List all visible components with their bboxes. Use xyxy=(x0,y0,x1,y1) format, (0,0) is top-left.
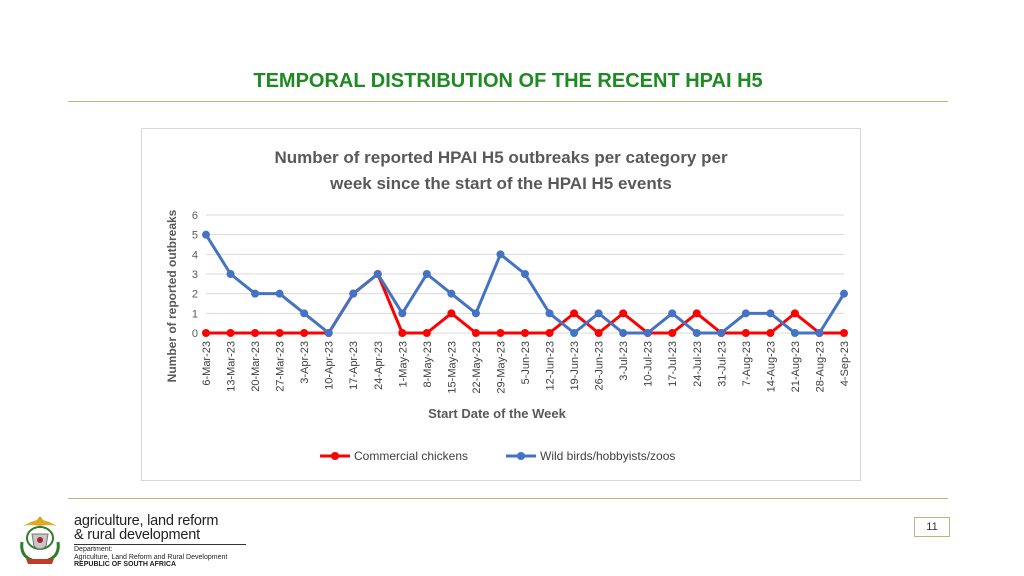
dept-label: Department: xyxy=(74,546,113,553)
x-tick-label: 1-May-23 xyxy=(397,341,410,388)
x-tick-label: 17-Apr-23 xyxy=(348,341,361,390)
series-line xyxy=(206,274,844,333)
data-point xyxy=(423,329,431,337)
data-point xyxy=(472,309,480,317)
data-point xyxy=(619,329,627,337)
data-point xyxy=(644,329,652,337)
legend xyxy=(320,449,675,463)
data-point xyxy=(546,329,554,337)
y-tick-label: 3 xyxy=(191,269,198,281)
x-tick-label: 7-Aug-23 xyxy=(740,341,753,387)
data-point xyxy=(766,309,774,317)
data-point xyxy=(742,309,750,317)
data-point xyxy=(349,290,357,298)
data-point xyxy=(619,309,627,317)
data-point xyxy=(791,329,799,337)
data-point xyxy=(202,231,210,239)
data-point xyxy=(693,309,701,317)
data-point xyxy=(668,309,676,317)
y-axis-ticks xyxy=(192,210,198,340)
chart-title-line1: Number of reported HPAI H5 outbreaks per category per xyxy=(274,148,728,167)
x-tick-label: 8-May-23 xyxy=(421,341,434,388)
data-point xyxy=(717,329,725,337)
data-point xyxy=(840,290,848,298)
data-point xyxy=(840,329,848,337)
outbreaks-line-chart xyxy=(142,129,860,480)
data-point xyxy=(398,329,406,337)
x-tick-label: 4-Sep-23 xyxy=(839,341,851,387)
series-2 xyxy=(202,231,848,337)
dept-rule xyxy=(74,544,246,545)
x-tick-label: 24-Apr-23 xyxy=(372,341,385,390)
data-point xyxy=(496,250,504,258)
y-tick-label: 2 xyxy=(191,288,198,301)
data-point xyxy=(300,309,308,317)
x-tick-label: 13-Mar-23 xyxy=(225,341,238,392)
data-point xyxy=(521,329,529,337)
x-tick-label: 5-Jun-23 xyxy=(520,341,532,385)
data-point xyxy=(595,309,603,317)
data-point xyxy=(791,309,799,317)
y-axis-label: Number of reported outbreaks xyxy=(165,209,179,383)
data-point xyxy=(521,270,529,278)
x-tick-label: 31-Jul-23 xyxy=(716,341,729,387)
legend-swatch-marker xyxy=(517,452,525,460)
coat-of-arms-icon xyxy=(14,512,66,568)
data-point xyxy=(815,329,823,337)
x-tick-label: 24-Jul-23 xyxy=(691,341,704,387)
chart-frame xyxy=(141,128,861,481)
x-tick-label: 15-May-23 xyxy=(446,341,459,394)
legend-label: Commercial chickens xyxy=(354,449,469,463)
x-tick-label: 19-Jun-23 xyxy=(569,341,582,391)
x-tick-label: 17-Jul-23 xyxy=(667,341,680,387)
series-line xyxy=(206,235,844,333)
data-point xyxy=(251,329,259,337)
data-point xyxy=(766,329,774,337)
chart-title-line2: week since the start of the HPAI H5 events xyxy=(330,174,672,193)
x-axis-label: Start Date of the Week xyxy=(428,406,566,421)
x-tick-label: 10-Apr-23 xyxy=(323,341,336,390)
y-tick-label: 1 xyxy=(191,308,198,321)
data-point xyxy=(423,270,431,278)
data-point xyxy=(668,329,676,337)
legend-item xyxy=(506,449,675,463)
y-tick-label: 6 xyxy=(191,210,198,222)
data-point xyxy=(693,329,701,337)
x-tick-label: 26-Jun-23 xyxy=(593,341,606,391)
x-tick-label: 14-Aug-23 xyxy=(765,341,778,393)
legend-swatch-marker xyxy=(331,452,339,460)
data-point xyxy=(595,329,603,337)
slide-title: TEMPORAL DISTRIBUTION OF THE RECENT HPAI H5 xyxy=(253,70,763,92)
data-point xyxy=(251,290,259,298)
data-point xyxy=(447,309,455,317)
data-point xyxy=(276,329,284,337)
data-point xyxy=(472,329,480,337)
series-lines xyxy=(202,231,848,337)
dept-full-name: Agriculture, Land Reform and Rural Development xyxy=(74,554,228,561)
x-tick-label: 20-Mar-23 xyxy=(250,341,263,392)
data-point xyxy=(570,329,578,337)
data-point xyxy=(202,329,210,337)
dept-name-line1: agriculture, land reform xyxy=(74,513,219,529)
page-number: 11 xyxy=(914,517,950,537)
x-tick-label: 29-May-23 xyxy=(495,341,508,394)
legend-item xyxy=(320,449,468,463)
x-tick-label: 3-Jul-23 xyxy=(618,341,631,381)
x-tick-label: 22-May-23 xyxy=(470,341,483,394)
country-name: REPUBLIC OF SOUTH AFRICA xyxy=(74,561,177,568)
data-point xyxy=(570,309,578,317)
data-point xyxy=(300,329,308,337)
series-1 xyxy=(202,270,848,337)
x-axis-ticks xyxy=(201,341,851,394)
legend-label: Wild birds/hobbyists/zoos xyxy=(540,449,676,463)
data-point xyxy=(227,329,235,337)
data-point xyxy=(398,309,406,317)
x-tick-label: 10-Jul-23 xyxy=(642,341,655,387)
x-tick-label: 21-Aug-23 xyxy=(789,341,802,393)
x-tick-label: 6-Mar-23 xyxy=(201,341,213,386)
data-point xyxy=(374,270,382,278)
title-divider xyxy=(68,101,948,102)
footer-divider xyxy=(68,498,948,499)
x-tick-label: 12-Jun-23 xyxy=(544,341,557,391)
data-point xyxy=(276,290,284,298)
data-point xyxy=(742,329,750,337)
x-tick-label: 28-Aug-23 xyxy=(814,341,827,393)
data-point xyxy=(496,329,504,337)
y-tick-label: 4 xyxy=(191,249,198,262)
data-point xyxy=(325,329,333,337)
data-point xyxy=(227,270,235,278)
dept-name-line2: & rural development xyxy=(74,527,200,543)
data-point xyxy=(546,309,554,317)
y-tick-label: 5 xyxy=(191,229,198,242)
x-tick-label: 27-Mar-23 xyxy=(274,341,287,392)
data-point xyxy=(447,290,455,298)
y-tick-label: 0 xyxy=(191,328,198,340)
x-tick-label: 3-Apr-23 xyxy=(299,341,312,384)
